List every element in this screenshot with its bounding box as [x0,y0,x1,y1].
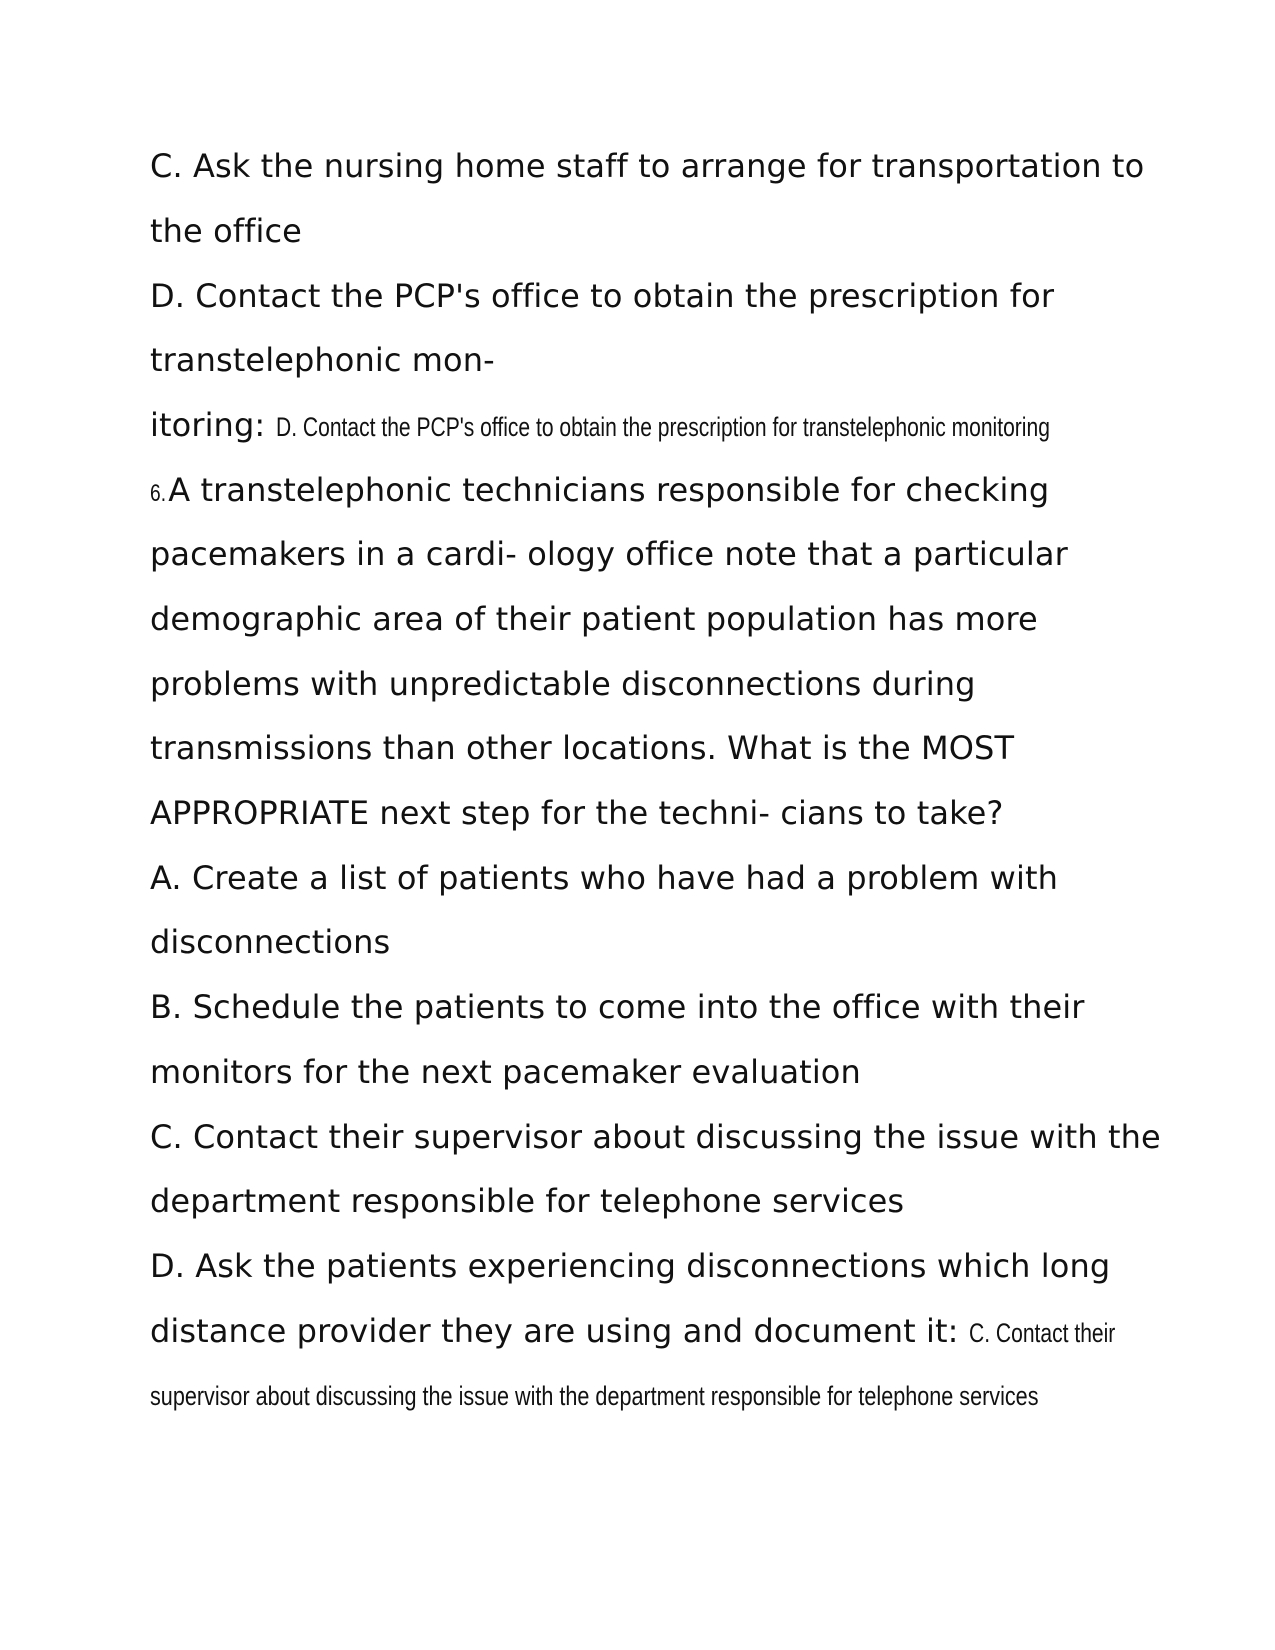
q6-stem-line2: pacemakers in a cardi- ology office note that a particular [150,535,1068,573]
q6-stem-line3: demographic area of their patient population has more [150,600,1038,638]
q6-option-b-line2: monitors for the next pacemaker evaluation [150,1053,861,1091]
q6-option-a-line2: disconnections [150,923,391,961]
q6-option-b-line1: B. Schedule the patients to come into the office with their [150,988,1085,1026]
q6-option-d-line2: distance provider they are using and document it: [150,1312,959,1350]
q6-stem-line1-row [150,470,1049,514]
q5-option-c-line1: C. Ask the nursing home staff to arrange for transportation to [150,147,1145,185]
q6-option-d-line1: D. Ask the patients experiencing disconnections which long [150,1247,1111,1285]
q6-stem-line1: A transtelephonic technicians responsible for checking [168,471,1050,509]
q6-option-c-line1: C. Contact their supervisor about discussing the issue with the [150,1118,1161,1156]
q6-option-d-line2-row [150,1311,1156,1353]
q6-answer-part1: C. Contact their [968,1318,1116,1348]
q6-stem-line6: APPROPRIATE next step for the techni- cians to take? [150,794,1004,832]
q6-answer-part2: supervisor about discussing the issue with the department responsible for telephone services [150,1381,1039,1411]
q6-option-c-line2: department responsible for telephone services [150,1182,905,1220]
q5-option-d-line1: D. Contact the PCP's office to obtain the prescription for [150,277,1055,315]
q6-option-a-line1: A. Create a list of patients who have had a problem with [150,859,1058,897]
q6-stem-line5: transmissions than other locations. What is the MOST [150,729,1015,767]
q5-option-c-line2: the office [150,212,302,250]
q5-option-d-line3: itoring: [150,406,266,444]
q6-stem-line4: problems with unpredictable disconnections during [150,665,976,703]
q5-option-d-line2: transtelephonic mon- [150,341,495,379]
q6-number: 6. [150,480,167,507]
q5-option-d-line3-with-answer [150,405,1268,447]
q5-answer: D. Contact the PCP's office to obtain the prescription for transtelephonic monitoring [275,412,1050,442]
